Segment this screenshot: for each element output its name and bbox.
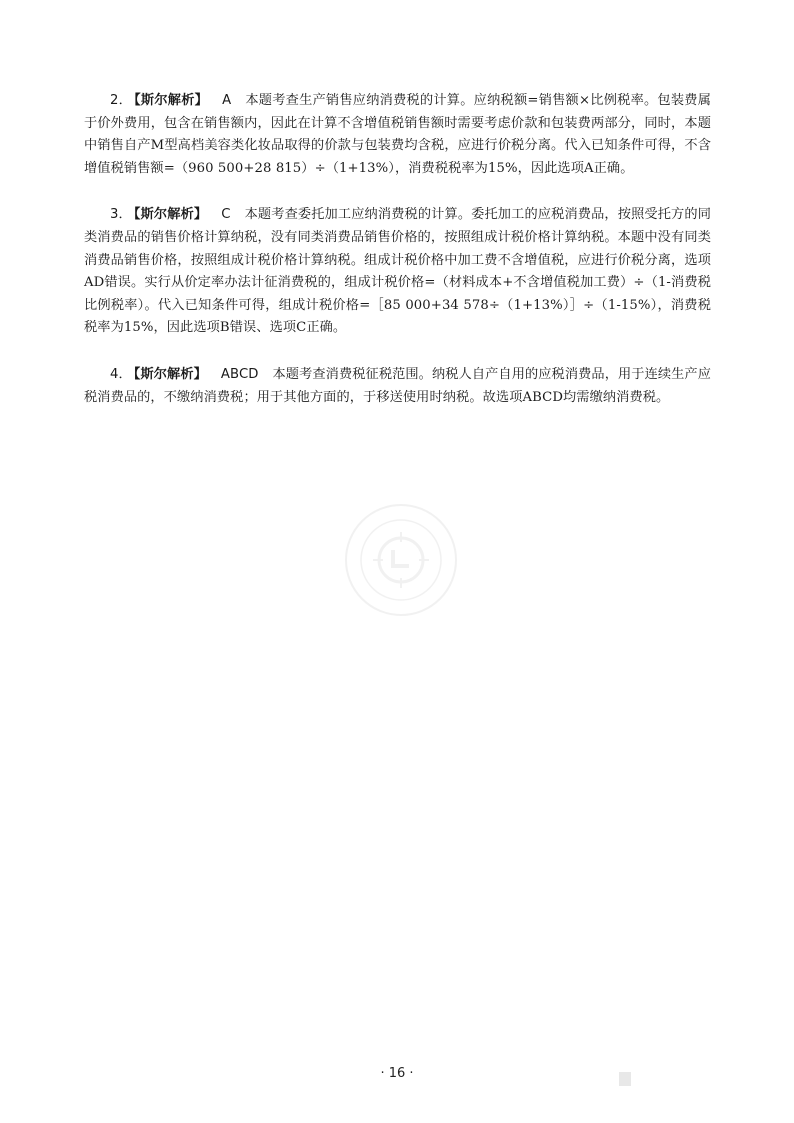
explanation-text: 本题考查消费税征税范围。纳税人自产自用的应税消费品，用于连续生产应税消费品的，不缴纳消费税；用于其他方面的，于移送使用时纳税。故选项ABCD均需缴纳消费税。	[84, 366, 711, 405]
explanation-paragraph-3	[84, 204, 711, 340]
explanation-paragraph-2	[84, 90, 711, 180]
page-number: · 16 ·	[380, 1066, 414, 1081]
question-number: 3．	[110, 207, 132, 223]
question-number: 4．	[110, 366, 132, 382]
explanation-text: 本题考查委托加工应纳消费税的计算。委托加工的应税消费品，按照受托方的同类消费品的销售价格计算纳税，没有同类消费品销售价格的，按照组成计税价格计算纳税。本题中没有同类消费品销售价格，按照组成计税价格计算纳税。组成计税价格中加工费不含增值税，应进行价税分离，选项AD错误。实行从价定率办法计征消费税的，组成计税价格=（材料成本+不含增值税加工费）÷（1-消费税比例税率）。代入已知条件可得，组成计税价格=［85 000+34 578÷（1+13%）］÷（1-15%），消费税税率为15%，因此选项B错误、选项C正确。	[84, 207, 712, 336]
answer-letter: A	[222, 93, 232, 108]
seal-watermark-icon	[343, 502, 459, 618]
explanation-text: 本题考查生产销售应纳消费税的计算。应纳税额=销售额×比例税率。包装费属于价外费用，包含在销售额内，因此在计算不含增值税销售额时需要考虑价款和包装费两部分，同时，本题中销售自产M型高档美容类化妆品取得的价款与包装费均含税，应进行价税分离。代入已知条件可得，不含增值税销售额=（960 500+28 815）÷（1+13%），消费税税率为15%，因此选项A正确。	[84, 93, 712, 176]
explanation-paragraph-4	[84, 364, 711, 409]
analysis-tag: 【斯尔解析】	[133, 366, 207, 382]
answer-letter: C	[221, 207, 231, 223]
corner-mark	[619, 1072, 631, 1086]
answer-letter: ABCD	[220, 366, 259, 382]
question-number: 2．	[110, 93, 133, 108]
explanation-content	[84, 90, 711, 433]
analysis-tag: 【斯尔解析】	[134, 93, 209, 108]
analysis-tag: 【斯尔解析】	[133, 207, 208, 223]
